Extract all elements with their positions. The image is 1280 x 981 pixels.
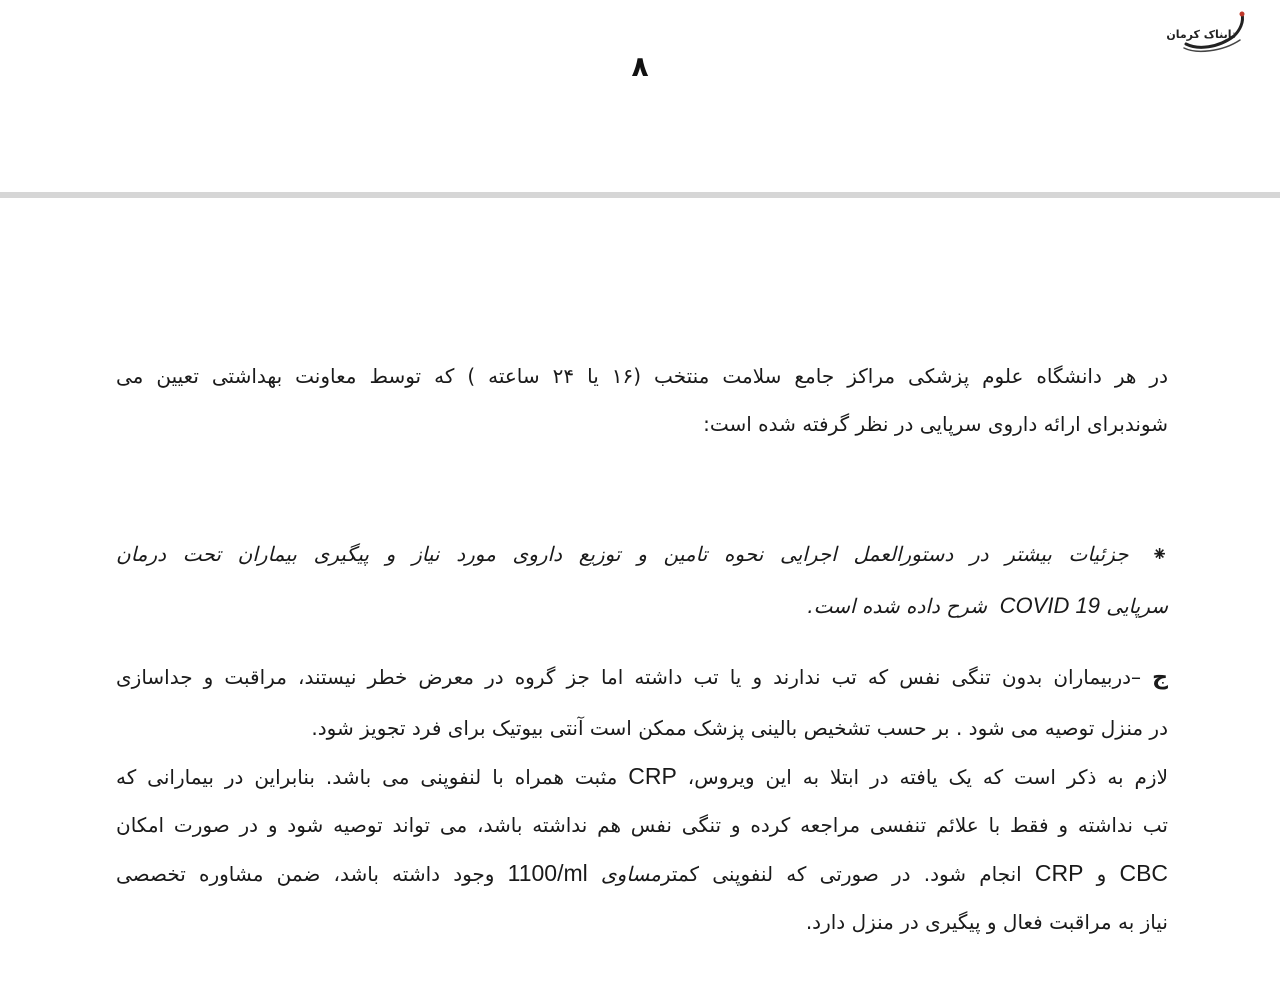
crp-text: وجود داشته باشد، ضمن مشاوره تخصصی bbox=[116, 862, 495, 886]
crp-text: مثبت همراه با لنفوپنی می باشد. بنابراین در بیمارانی که bbox=[116, 765, 618, 789]
paragraph-health-centers bbox=[116, 352, 1168, 448]
asterisk-bullet-icon: ⁕ bbox=[1151, 542, 1168, 566]
paragraph-line: در هر دانشگاه علوم پزشکی مراکز جامع سلامت منتخب (۱۶ یا ۲۴ ساعته ) که توسط معاونت بهداشتی تعیین می bbox=[116, 364, 1168, 388]
covid-term: COVID 19 bbox=[999, 593, 1100, 618]
watermark-logo bbox=[1166, 10, 1250, 58]
page-separator bbox=[0, 192, 1280, 198]
paragraph-line: شوندبرای ارائه داروی سرپایی در نظر گرفته شده است: bbox=[703, 412, 1168, 436]
note-text: سرپایی bbox=[1106, 594, 1168, 618]
cbc-term: CBC bbox=[1119, 860, 1169, 886]
crp-text-italic: مساوی bbox=[600, 862, 661, 886]
lymphocyte-threshold: 1100/ml bbox=[507, 860, 588, 886]
watermark-text: تابناک کرمان bbox=[1166, 28, 1236, 41]
crp-term: CRP bbox=[1034, 860, 1084, 886]
note-text: جزئیات بیشتر در دستورالعمل اجرایی نحوه تامین و توزیع داروی مورد نیاز و پیگیری بیماران تحت درمان bbox=[116, 542, 1129, 566]
previous-page-bottom bbox=[0, 0, 1280, 192]
crp-line bbox=[116, 752, 1168, 801]
crp-line bbox=[116, 849, 1168, 898]
section-c-paragraph bbox=[116, 652, 1168, 753]
note-paragraph bbox=[116, 528, 1168, 632]
crp-term: CRP bbox=[628, 763, 677, 789]
crp-line: تب نداشته و فقط با علائم تنفسی مراجعه کرده و تنگی نفس هم نداشته باشد، می تواند توصیه شود و در صورت امکان bbox=[116, 813, 1168, 837]
section-marker: ج bbox=[1152, 665, 1168, 690]
section-line: در منزل توصیه می شود . بر حسب تشخیص بالینی پزشک ممکن است آنتی بیوتیک برای فرد تجویز شود. bbox=[311, 716, 1168, 740]
note-line bbox=[116, 580, 1168, 632]
crp-line: نیاز به مراقبت فعال و پیگیری در منزل دارد. bbox=[805, 910, 1168, 934]
crp-paragraph bbox=[116, 752, 1168, 946]
section-line bbox=[116, 652, 1168, 703]
note-text: شرح داده شده است. bbox=[807, 594, 987, 618]
section-text: –دربیماران بدون تنگی نفس که تب ندارند و یا تب داشته اما جز گروه در معرض خطر نیستند، مراقبت و جداسازی bbox=[116, 665, 1142, 689]
crp-text: لازم به ذکر است که یک یافته در ابتلا به این ویروس، bbox=[687, 765, 1168, 789]
page-number: ۸ bbox=[631, 50, 649, 83]
crp-text: انجام شود. در صورتی که لنفوپنی کمتر bbox=[660, 862, 1022, 886]
note-line bbox=[116, 528, 1168, 580]
conjunction-text: و bbox=[1096, 862, 1107, 886]
